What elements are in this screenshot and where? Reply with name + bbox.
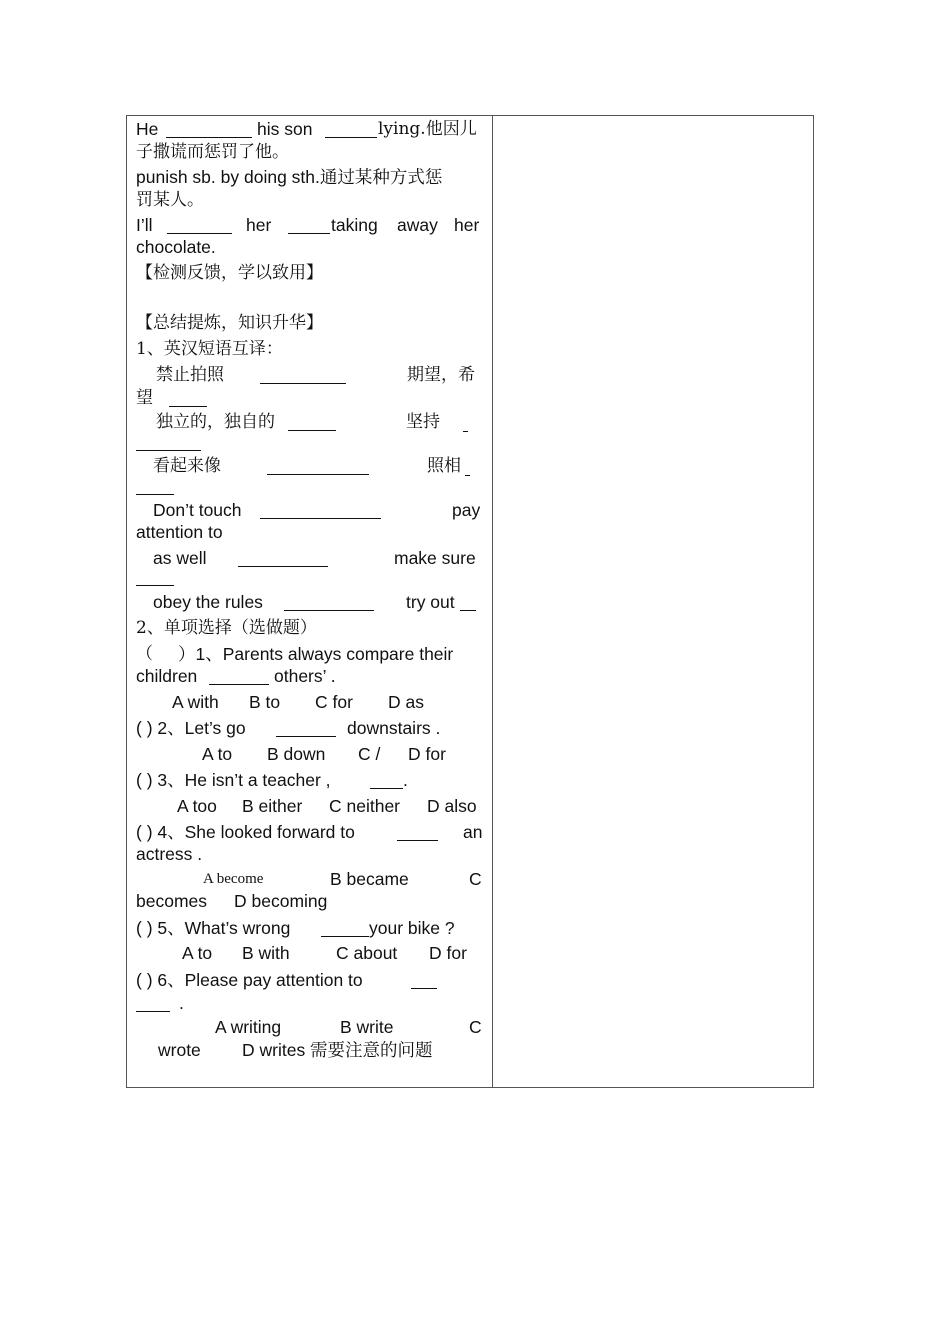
q6-text: ( ) 6、Please pay attention to bbox=[136, 970, 363, 990]
line-punish-rule bbox=[136, 166, 483, 189]
option-a[interactable]: A become bbox=[203, 871, 264, 887]
q1-others: others’ . bbox=[274, 666, 336, 686]
phrase-row bbox=[136, 364, 483, 387]
option-d[interactable]: D writes 需要注意的问题 bbox=[242, 1040, 433, 1060]
q3-text: ( ) 3、He isn’t a teacher , bbox=[136, 770, 331, 790]
phrase-try-out: try out bbox=[406, 592, 455, 612]
phrase-row bbox=[136, 499, 483, 522]
text-her: her bbox=[246, 215, 272, 235]
q4-options bbox=[136, 868, 483, 891]
question-2 bbox=[136, 717, 483, 740]
phrase-dont-touch: Don’t touch bbox=[153, 500, 242, 520]
question-6 bbox=[136, 969, 483, 992]
q1-text: ）1、Parents always compare their bbox=[178, 644, 454, 664]
question-4 bbox=[136, 821, 483, 844]
option-d[interactable]: D becoming bbox=[234, 891, 328, 911]
q3-tail: . bbox=[403, 770, 408, 790]
phrase-row bbox=[136, 434, 483, 457]
option-b[interactable]: B became bbox=[330, 869, 409, 889]
right-column-empty bbox=[493, 116, 813, 1087]
heading-summary bbox=[136, 312, 483, 335]
option-a[interactable]: A writing bbox=[215, 1017, 282, 1037]
q5-text: ( ) 5、What’s wrong bbox=[136, 918, 291, 938]
q3-options bbox=[136, 795, 483, 818]
blank[interactable] bbox=[260, 383, 346, 384]
question-3 bbox=[136, 769, 483, 792]
line-punish-rule-2 bbox=[136, 189, 483, 212]
option-a[interactable]: A to bbox=[202, 744, 233, 764]
question-5 bbox=[136, 917, 483, 940]
text-translation: 子撒谎而惩罚了他。 bbox=[136, 142, 289, 162]
q2-tail: downstairs . bbox=[347, 718, 441, 738]
blank[interactable] bbox=[166, 137, 252, 138]
blank[interactable] bbox=[136, 494, 174, 495]
q1-children: children bbox=[136, 666, 198, 686]
q6-dot: . bbox=[179, 993, 184, 1013]
blank[interactable] bbox=[136, 585, 174, 586]
phrase-row bbox=[136, 591, 483, 614]
q4-actress: actress . bbox=[136, 844, 203, 864]
phrase-qiwang: 期望，希 bbox=[407, 365, 475, 385]
phrase-jinzhi: 禁止拍照 bbox=[156, 365, 224, 385]
q5-tail: your bike ? bbox=[369, 918, 455, 938]
phrase-row bbox=[136, 455, 483, 478]
blank[interactable] bbox=[463, 431, 468, 432]
blank[interactable] bbox=[284, 610, 374, 611]
option-a[interactable]: A to bbox=[182, 943, 213, 963]
text-punish-rule: punish sb. by doing sth.通过某种方式惩 bbox=[136, 167, 443, 187]
phrase-jianchi: 坚持 bbox=[406, 412, 440, 432]
option-d[interactable]: D for bbox=[408, 744, 446, 764]
text-chocolate: chocolate. bbox=[136, 237, 216, 257]
line-chocolate bbox=[136, 236, 483, 259]
phrase-make-sure: make sure bbox=[394, 548, 476, 568]
heading-feedback-text: 【检测反馈，学以致用】 bbox=[136, 263, 323, 283]
blank[interactable] bbox=[460, 610, 476, 611]
q4-options-cont bbox=[136, 890, 483, 913]
phrase-duli: 独立的，独自的 bbox=[156, 412, 275, 432]
blank[interactable] bbox=[209, 684, 269, 685]
blank[interactable] bbox=[325, 137, 377, 138]
blank[interactable] bbox=[238, 566, 328, 567]
blank[interactable] bbox=[260, 518, 381, 519]
question-4-cont bbox=[136, 843, 483, 866]
phrase-row bbox=[136, 521, 483, 544]
option-b[interactable]: B down bbox=[267, 744, 326, 764]
line-translation bbox=[136, 141, 483, 164]
phrase-row bbox=[136, 387, 483, 410]
phrase-row bbox=[136, 547, 483, 570]
q2-options bbox=[136, 743, 483, 766]
heading-summary-text: 【总结提炼，知识升华】 bbox=[136, 313, 323, 333]
question-1-cont bbox=[136, 665, 483, 688]
phrases-title bbox=[136, 338, 483, 361]
blank[interactable] bbox=[267, 474, 369, 475]
q5-options bbox=[136, 942, 483, 965]
blank[interactable] bbox=[288, 430, 336, 431]
option-c-letter[interactable]: C bbox=[469, 869, 482, 889]
blank[interactable] bbox=[465, 475, 470, 476]
phrase-row bbox=[136, 478, 483, 501]
option-b[interactable]: B either bbox=[242, 796, 303, 816]
text-ill: I’ll bbox=[136, 215, 153, 235]
q2-text: ( ) 2、Let’s go bbox=[136, 718, 246, 738]
option-b[interactable]: B write bbox=[340, 1017, 394, 1037]
option-c-letter[interactable]: C bbox=[469, 1017, 482, 1037]
option-d[interactable]: D for bbox=[429, 943, 467, 963]
option-c[interactable]: C about bbox=[336, 943, 398, 963]
text-away: away bbox=[397, 215, 438, 235]
option-c[interactable]: C / bbox=[358, 744, 381, 764]
q4-text: ( ) 4、She looked forward to bbox=[136, 822, 355, 842]
heading-feedback bbox=[136, 262, 483, 285]
option-a[interactable]: A too bbox=[177, 796, 217, 816]
blank[interactable] bbox=[136, 1011, 170, 1012]
phrase-attention-to: attention to bbox=[136, 522, 223, 542]
q6-options-cont bbox=[136, 1039, 483, 1062]
blank[interactable] bbox=[321, 936, 369, 937]
mc-title bbox=[136, 617, 483, 640]
q4-an: an bbox=[463, 822, 483, 842]
text-punish-rule-2: 罚某人。 bbox=[136, 190, 204, 210]
blank[interactable] bbox=[370, 788, 403, 789]
mc-title-text: 2、单项选择（选做题） bbox=[136, 618, 317, 638]
phrase-kanqilai: 看起来像 bbox=[153, 456, 221, 476]
phrases-title-text: 1、英汉短语互译： bbox=[136, 339, 283, 359]
paren-open: （ bbox=[136, 644, 153, 664]
blank[interactable] bbox=[167, 233, 232, 234]
blank[interactable] bbox=[169, 406, 207, 407]
phrase-as-well: as well bbox=[153, 548, 207, 568]
text-her-2: her bbox=[454, 215, 480, 235]
phrase-zhaoxiang: 照相 bbox=[427, 456, 461, 476]
q6-options bbox=[136, 1016, 483, 1039]
option-c[interactable]: wrote bbox=[158, 1040, 201, 1060]
option-c[interactable]: C neither bbox=[329, 796, 401, 816]
q1-options bbox=[136, 691, 483, 714]
text-lying: lying.他因儿 bbox=[378, 119, 477, 139]
blank[interactable] bbox=[276, 736, 336, 737]
phrase-pay: pay bbox=[452, 500, 481, 520]
option-c[interactable]: C for bbox=[315, 692, 353, 712]
question-6-cont bbox=[136, 992, 483, 1015]
text-taking: taking bbox=[331, 215, 378, 235]
line-punish-example bbox=[136, 118, 483, 141]
blank[interactable] bbox=[136, 450, 201, 451]
question-1 bbox=[136, 643, 483, 666]
text-he: He bbox=[136, 119, 159, 139]
blank[interactable] bbox=[288, 233, 330, 234]
phrase-row bbox=[136, 569, 483, 592]
option-b[interactable]: B to bbox=[249, 692, 281, 712]
option-c[interactable]: becomes bbox=[136, 891, 208, 911]
worksheet-table bbox=[126, 115, 814, 1088]
option-d[interactable]: D also bbox=[427, 796, 477, 816]
option-b[interactable]: B with bbox=[242, 943, 290, 963]
option-d[interactable]: D as bbox=[388, 692, 424, 712]
blank[interactable] bbox=[411, 988, 437, 989]
phrase-row bbox=[136, 411, 483, 434]
phrase-wang: 望 bbox=[136, 388, 153, 408]
line-ill-example bbox=[136, 214, 483, 237]
text-his-son: his son bbox=[257, 119, 313, 139]
option-a[interactable]: A with bbox=[172, 692, 219, 712]
phrase-obey: obey the rules bbox=[153, 592, 263, 612]
blank[interactable] bbox=[397, 840, 438, 841]
